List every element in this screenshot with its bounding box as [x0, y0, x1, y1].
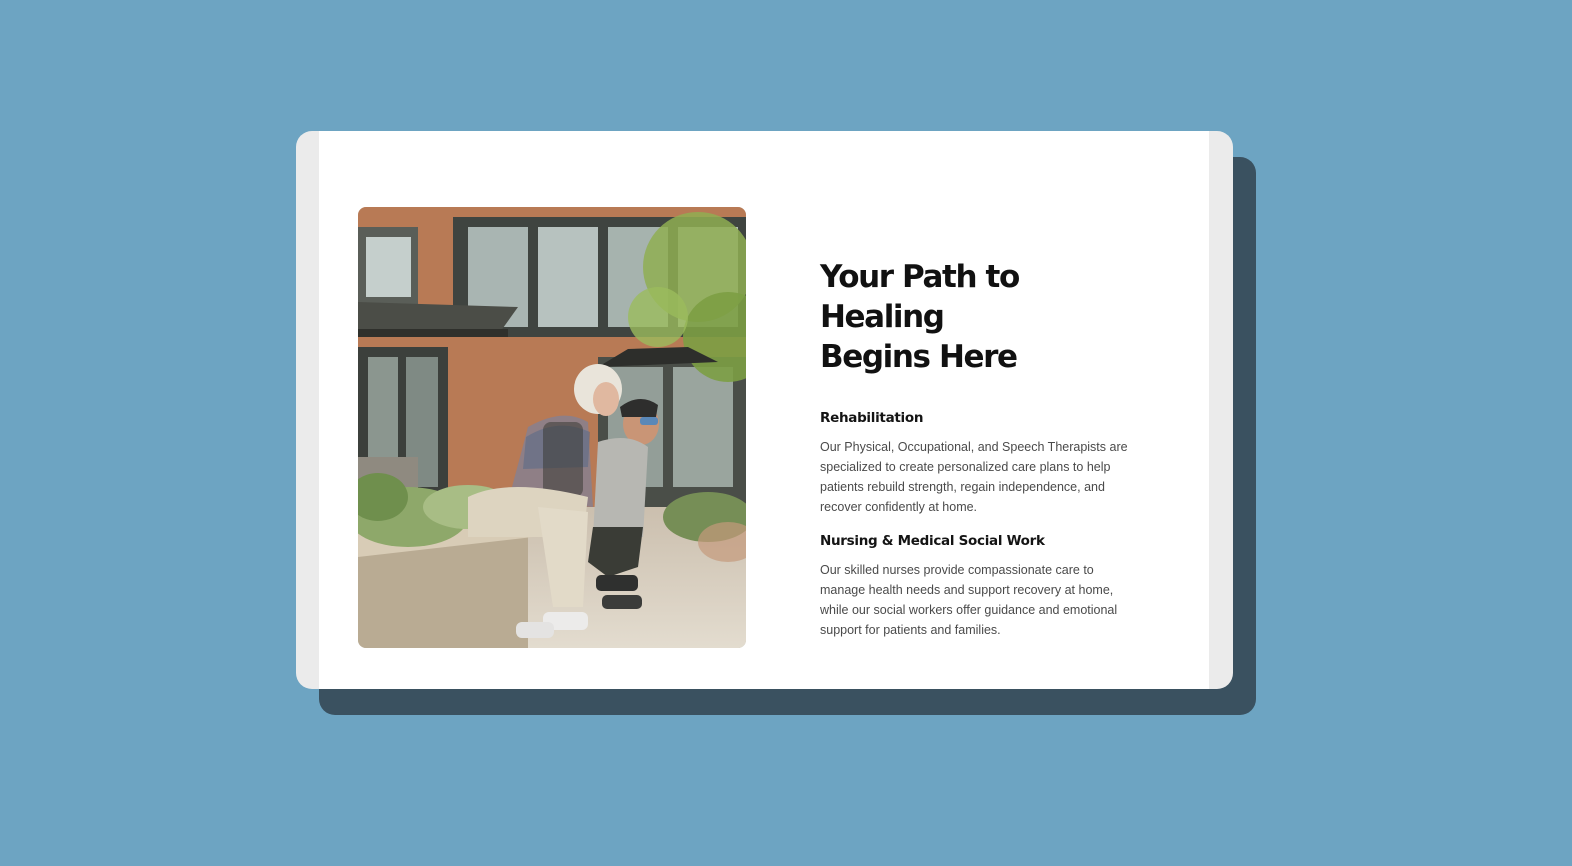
hero-photo	[358, 207, 746, 648]
nursing-description: Our skilled nurses provide compassionate care to manage health needs and support recovery at home, while our social workers offer guidance and emotional support for patients and families.	[820, 563, 1118, 637]
text-column	[820, 257, 1140, 640]
page-title-line-1: Your Path to Healing	[820, 259, 1019, 335]
page-title	[820, 257, 1140, 377]
page-title-line-2: Begins Here	[820, 339, 1017, 375]
browser-window	[296, 131, 1233, 689]
nursing-heading: Nursing & Medical Social Work	[820, 533, 1045, 549]
rehabilitation-heading: Rehabilitation	[820, 410, 924, 426]
content-panel	[319, 131, 1209, 689]
hero-photo-illustration	[358, 207, 746, 648]
rehabilitation-description: Our Physical, Occupational, and Speech Therapists are specialized to create personalized care plans to help patients rebuild strength, regain independence, and recover confidently at home.	[820, 440, 1128, 514]
